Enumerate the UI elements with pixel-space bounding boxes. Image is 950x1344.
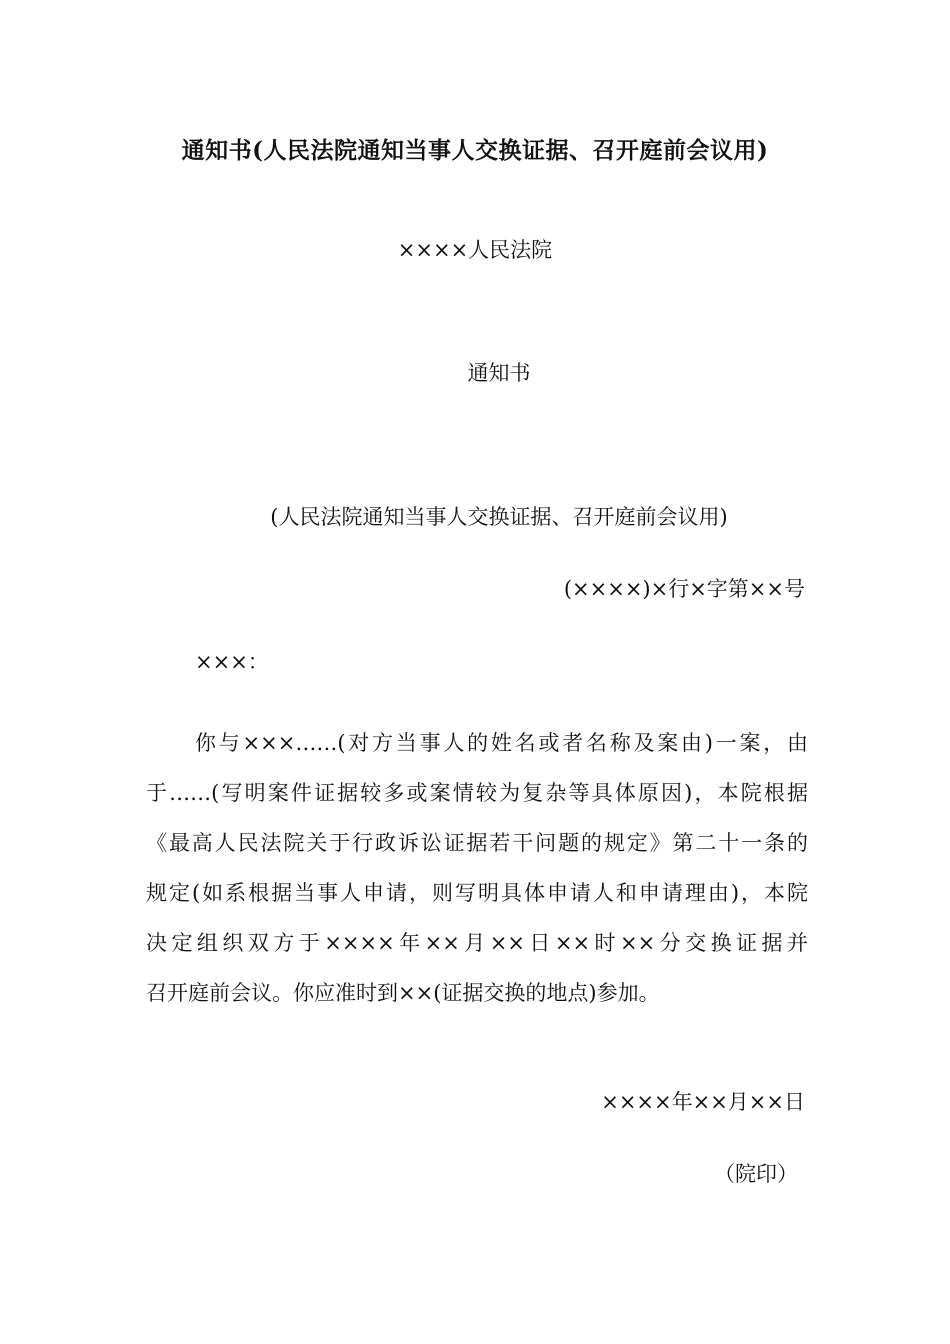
- notice-subtitle: (人民法院通知当事人交换证据、召开庭前会议用): [270, 505, 728, 529]
- body-line: 决定组织双方于××××年××月××日××时××分交换证据并: [146, 931, 808, 955]
- body-line: 规定(如系根据当事人申请，则写明具体申请人和申请理由)，本院: [146, 881, 808, 905]
- body-line: 《最高人民法院关于行政诉讼证据若干问题的规定》第二十一条的: [146, 831, 808, 855]
- notice-heading: 通知书: [467, 361, 531, 385]
- issue-date: ××××年××月××日: [601, 1090, 805, 1114]
- court-name: ××××人民法院: [397, 238, 553, 262]
- addressee: ×××：: [195, 650, 269, 674]
- body-line: 于……(写明案件证据较多或案情较为复杂等具体原因)，本院根据: [146, 781, 808, 805]
- case-number: (××××)×行×字第××号: [563, 577, 805, 601]
- notice-body: [146, 718, 808, 1018]
- body-line: 你与×××……(对方当事人的姓名或者名称及案由)一案，由: [195, 731, 808, 755]
- document-title: 通知书(人民法院通知当事人交换证据、召开庭前会议用): [181, 137, 769, 164]
- body-line: 召开庭前会议。你应准时到××(证据交换的地点)参加。: [146, 981, 660, 1005]
- court-seal-text: （院印）: [714, 1162, 798, 1186]
